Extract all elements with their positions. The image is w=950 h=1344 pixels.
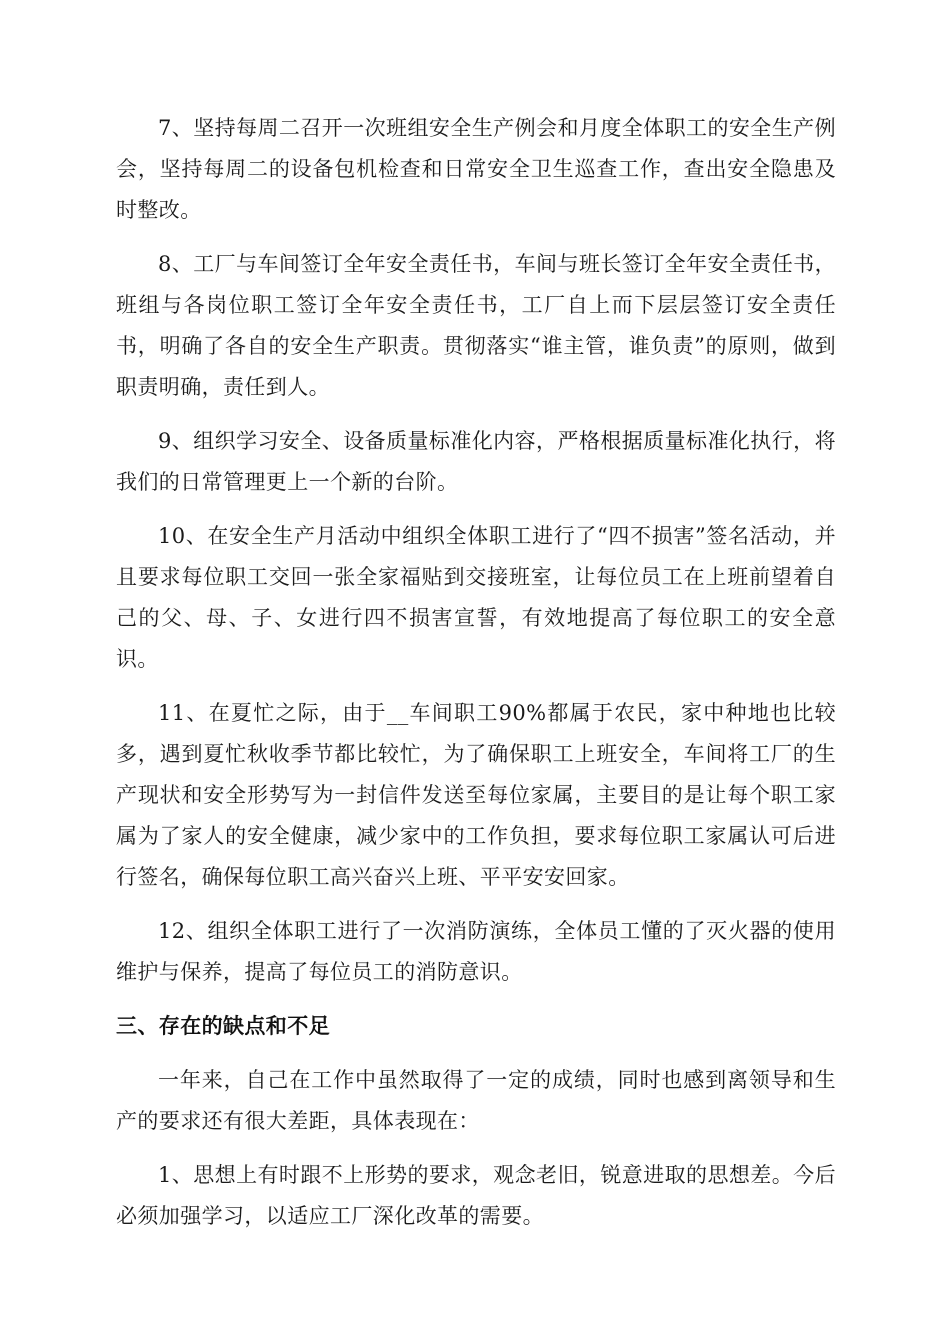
paragraph-item-12: 12、组织全体职工进行了一次消防演练，全体员工懂的了灭火器的使用维护与保养，提高了每位员工的消防意识。: [116, 919, 836, 984]
paragraph-intro: 一年来，自己在工作中虽然取得了一定的成绩，同时也感到离领导和生产的要求还有很大差距，具体表现在：: [116, 1068, 836, 1133]
paragraph-item-10: 10、在安全生产月活动中组织全体职工进行了“四不损害”签名活动，并且要求每位职工交回一张全家福贴到交接班室，让每位员工在上班前望着自己的父、母、子、女进行四不损害宣誓，有效地提高了每位职工的安全意识。: [116, 524, 836, 671]
document-body: [116, 108, 836, 1250]
section-heading: 三、存在的缺点和不足: [116, 1014, 330, 1038]
paragraph-item-11: 11、在夏忙之际，由于__车间职工90%都属于农民，家中种地也比较多，遇到夏忙秋收季节都比较忙，为了确保职工上班安全，车间将工厂的生产现状和安全形势写为一封信件发送至每位家属，主要目的是让每个职工家属为了家人的安全健康，减少家中的工作负担，要求每位职工家属认可后进行签名，确保每位职工高兴奋兴上班、平平安安回家。: [116, 701, 836, 889]
paragraph-item-7: 7、坚持每周二召开一次班组安全生产例会和月度全体职工的安全生产例会，坚持每周二的设备包机检查和日常安全卫生巡查工作，查出安全隐患及时整改。: [116, 116, 836, 222]
paragraph-item-9: 9、组织学习安全、设备质量标准化内容，严格根据质量标准化执行，将我们的日常管理更上一个新的台阶。: [116, 429, 836, 494]
paragraph-shortcoming-1: 1、思想上有时跟不上形势的要求，观念老旧，锐意进取的思想差。今后必须加强学习，以适应工厂深化改革的需要。: [116, 1163, 836, 1228]
paragraph-item-8: 8、工厂与车间签订全年安全责任书，车间与班长签订全年安全责任书，班组与各岗位职工签订全年安全责任书，工厂自上而下层层签订安全责任书，明确了各自的安全生产职责。贯彻落实“谁主管，谁负责”的原则，做到职责明确，责任到人。: [116, 252, 836, 399]
